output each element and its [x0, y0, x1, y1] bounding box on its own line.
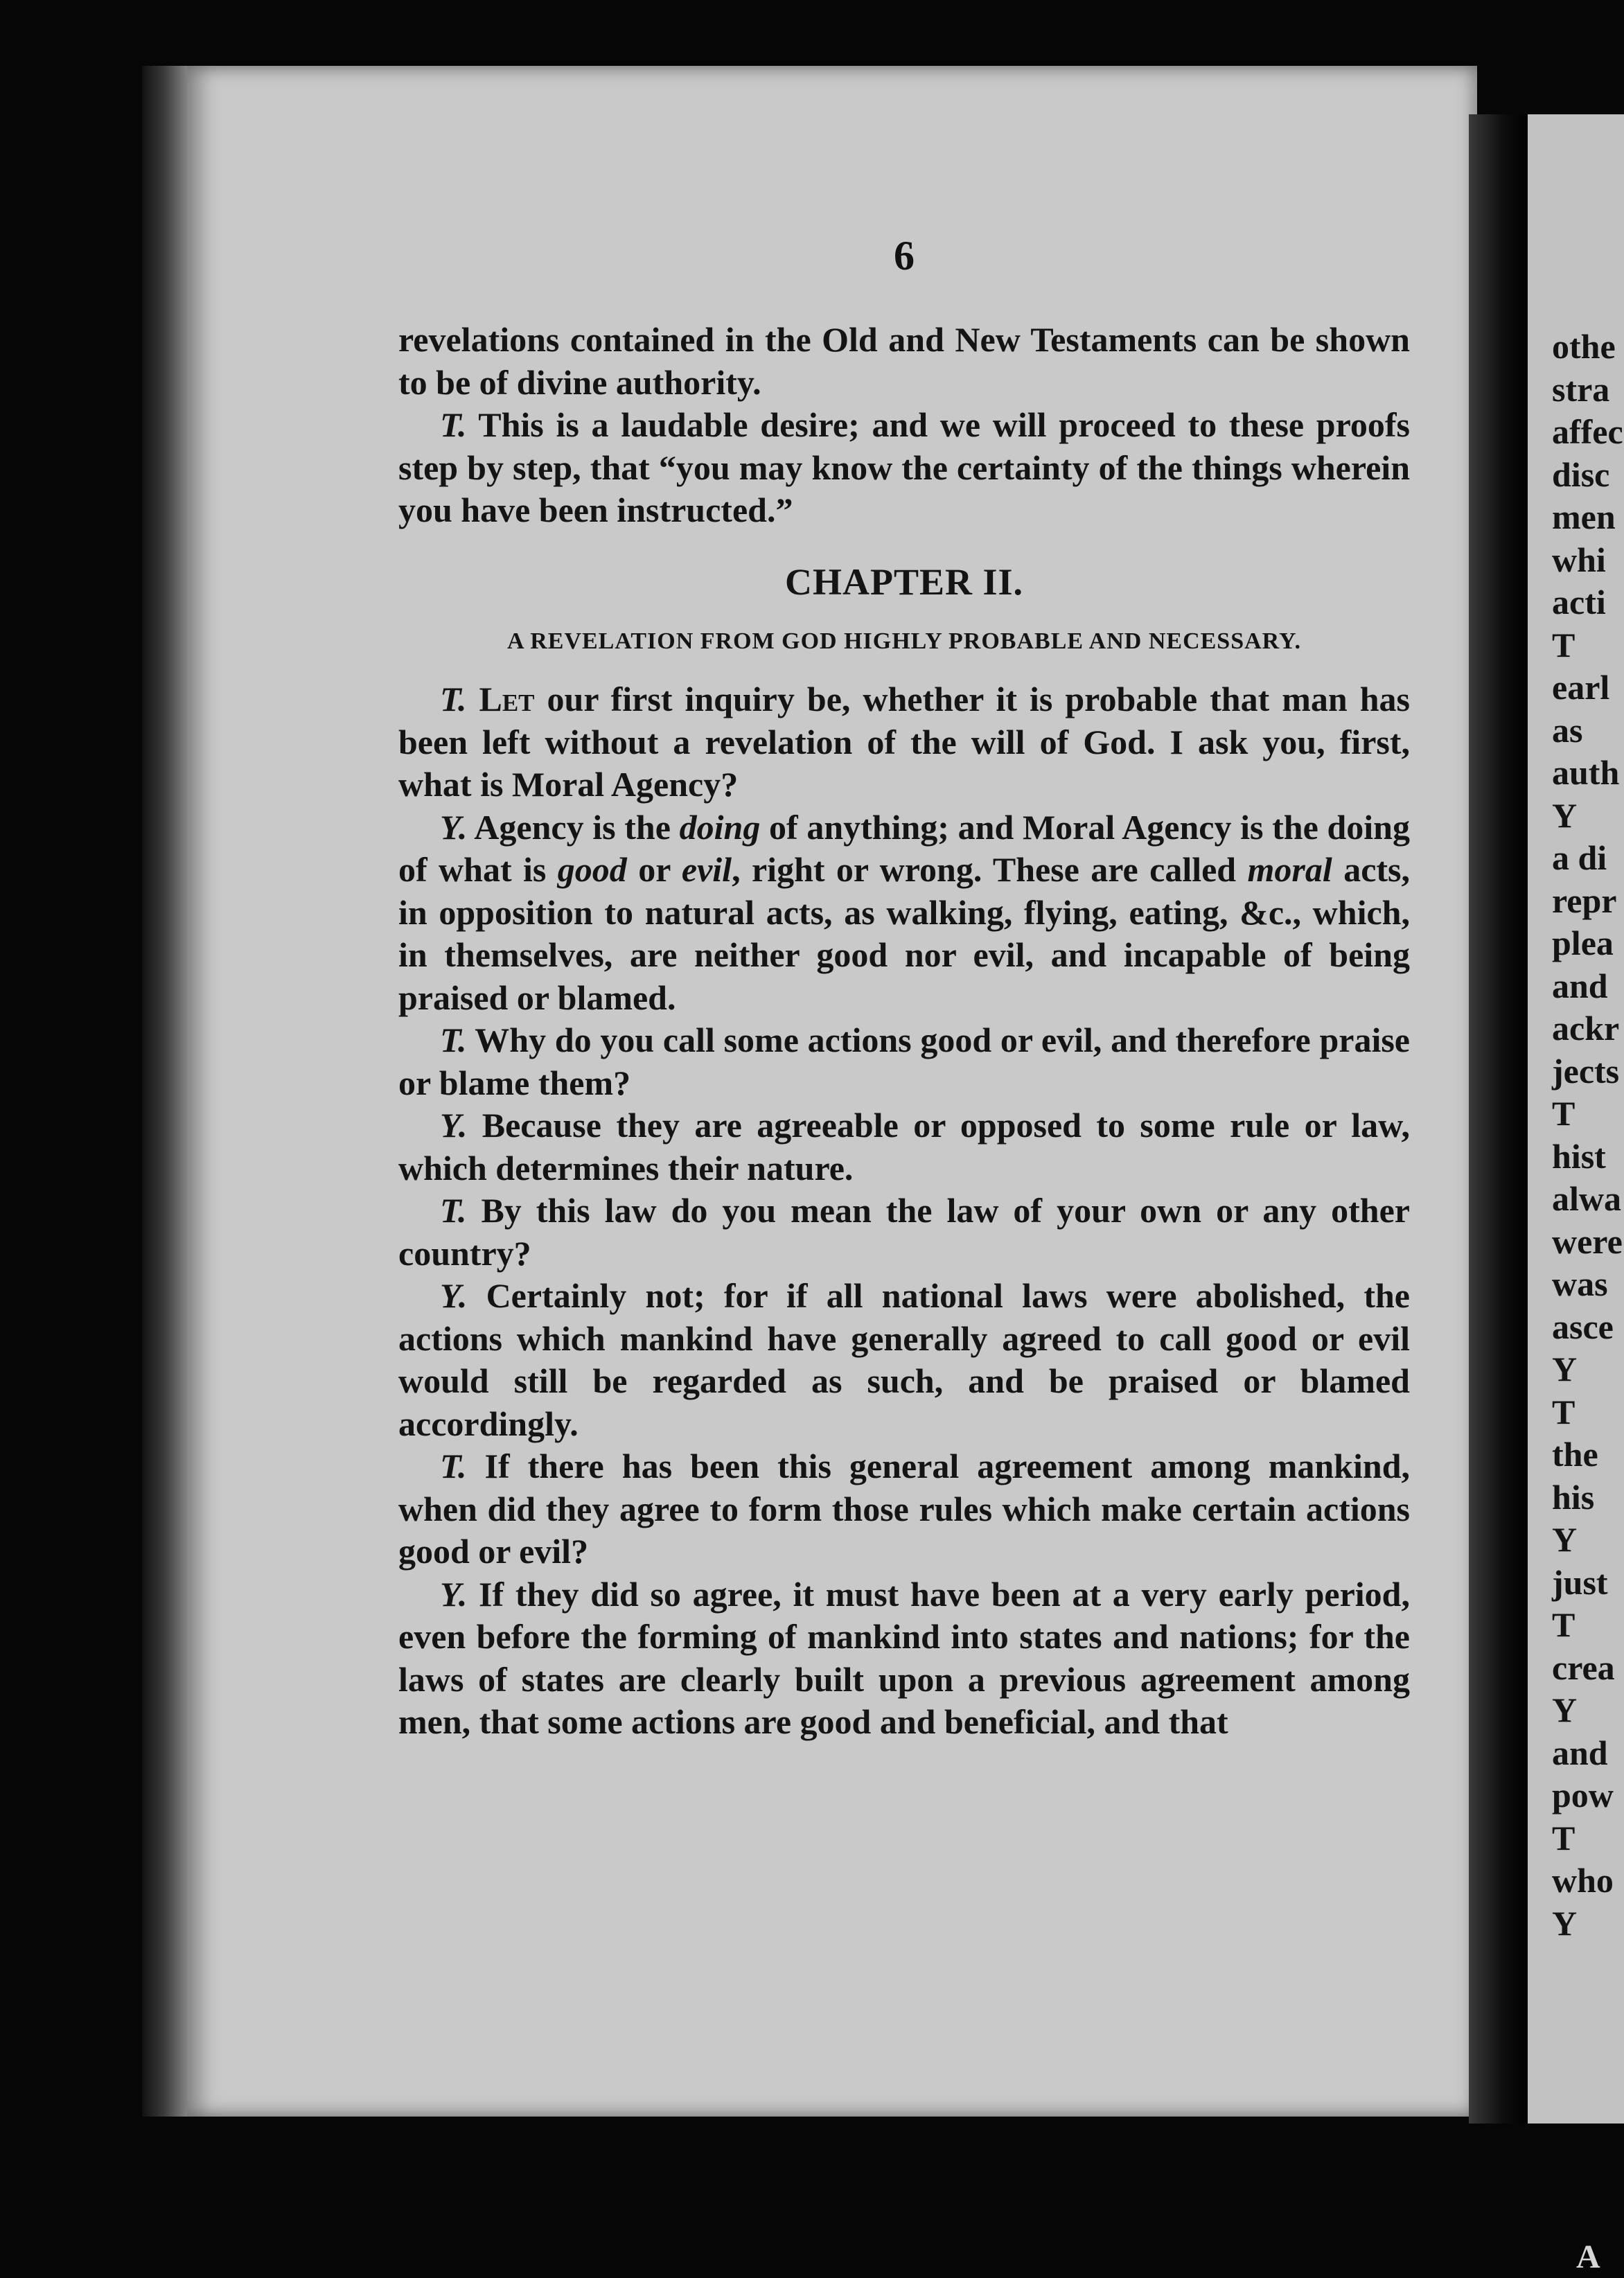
adjacent-line-fragment: stra	[1552, 369, 1610, 409]
speaker-label: T.	[440, 1021, 467, 1059]
dialogue-paragraph	[398, 1445, 1410, 1573]
italic-word: moral	[1247, 850, 1332, 889]
adjacent-line-fragment: his	[1552, 1477, 1595, 1517]
adjacent-line-fragment: men	[1552, 497, 1616, 536]
adjacent-line-fragment: Y	[1552, 1350, 1578, 1388]
adjacent-line-fragment: Y	[1552, 1690, 1578, 1729]
page-gutter	[1469, 114, 1528, 2124]
adjacent-line-fragment: Y	[1552, 1903, 1578, 1943]
adjacent-line-fragment: who	[1552, 1861, 1614, 1900]
italic-word: good	[557, 850, 627, 889]
adjacent-line-fragment: othe	[1552, 327, 1616, 366]
adjacent-line-fragment: and	[1552, 966, 1608, 1005]
adjacent-line-fragment: T	[1552, 625, 1576, 664]
adjacent-line-fragment: earl	[1552, 668, 1610, 707]
adjacent-line-fragment: auth	[1552, 753, 1620, 792]
paragraph-text: Agency is the	[467, 807, 680, 847]
paragraph-text: , right or wrong. These are called	[732, 850, 1248, 889]
adjacent-line-fragment: as	[1552, 710, 1583, 750]
paragraph-text: or	[626, 850, 682, 889]
adjacent-line-fragment: hist	[1552, 1136, 1606, 1176]
speaker-label: T.	[440, 680, 467, 718]
paragraph-text: If there has been this general agreement among mankind, when did they agree to form those rules which make certain actions good or evil?	[398, 1447, 1410, 1571]
adjacent-line-fragment: T	[1552, 1605, 1576, 1644]
adjacent-line-fragment: were	[1552, 1221, 1623, 1261]
corner-mark: A	[1576, 2239, 1600, 2275]
chapter-title: CHAPTER II.	[784, 560, 1024, 603]
paragraph-text: acts, in opposition to natural acts, as walking, flying, eating, &c., which, in themselves, are neither good nor evil, and incapable of being praised or blamed.	[398, 850, 1410, 1017]
paragraph-text: If they did so agree, it must have been at a very early period, even before the forming of mankind into states and nations; for the laws of states are clearly built upon a previous agreement among men, that some actions are good and beneficial, and that	[398, 1574, 1410, 1741]
italic-word: evil	[681, 850, 732, 889]
speaker-label: Y.	[440, 1574, 468, 1614]
adjacent-line-fragment: disc	[1552, 454, 1610, 494]
adjacent-line-fragment: T	[1552, 1392, 1576, 1431]
adjacent-line-fragment: asce	[1552, 1307, 1614, 1346]
adjacent-line-fragment: repr	[1552, 881, 1617, 920]
adjacent-line-fragment: whi	[1552, 540, 1606, 579]
speaker-label: Y.	[440, 1106, 468, 1145]
paragraph-text: Because they are agreeable or opposed to some rule or law, which determines their nature.	[398, 1106, 1410, 1187]
dialogue-paragraph	[398, 1275, 1410, 1445]
dialogue-paragraph	[398, 1019, 1410, 1104]
adjacent-line-fragment: plea	[1552, 924, 1614, 962]
dialogue-paragraph	[398, 678, 1410, 806]
adjacent-line-fragment: pow	[1552, 1776, 1614, 1815]
dialogue-paragraph	[398, 1104, 1410, 1190]
paragraph-text: of anything; and Moral Agency is the doing of what is	[398, 807, 1410, 889]
intro-teacher-paragraph	[398, 404, 1410, 532]
adjacent-line-fragment: Y	[1552, 795, 1578, 835]
chapter-subtitle: A REVELATION FROM GOD HIGHLY PROBABLE AND NECESSARY.	[507, 628, 1301, 654]
lead-word: Let	[479, 680, 535, 718]
adjacent-line-fragment: just	[1552, 1562, 1608, 1602]
speaker-label: T.	[440, 1447, 467, 1485]
adjacent-line-fragment: T	[1552, 1818, 1576, 1857]
paragraph-text: This is a laudable desire; and we will proceed to these proofs step by step, that “you may know the certainty of the things wherein you have been instructed.”	[398, 405, 1410, 529]
speaker-label: T.	[440, 405, 467, 444]
paragraph-text: Why do you call some actions good or evil, and therefore praise or blame them?	[398, 1021, 1410, 1102]
adjacent-line-fragment: ackr	[1552, 1009, 1620, 1048]
page-number: 6	[894, 233, 915, 279]
adjacent-line-fragment: Y	[1552, 1520, 1578, 1559]
adjacent-line-fragment: and	[1552, 1733, 1608, 1772]
dialogue-paragraph	[398, 806, 1410, 1020]
speaker-label: T.	[440, 1191, 467, 1230]
page-text	[398, 319, 1410, 1744]
paragraph-text: By this law do you mean the law of your own or any other country?	[398, 1191, 1410, 1273]
speaker-label: Y.	[440, 1276, 468, 1315]
adjacent-line-fragment: acti	[1552, 583, 1606, 621]
adjacent-line-fragment: jects	[1552, 1051, 1620, 1091]
adjacent-page-text	[1552, 326, 1624, 1945]
adjacent-line-fragment: alwa	[1552, 1179, 1621, 1218]
italic-word: doing	[679, 807, 761, 847]
spine-shadow	[142, 66, 191, 2117]
speaker-label: Y.	[440, 807, 468, 847]
paragraph-text: Certainly not; for if all national laws were abolished, the actions which mankind have generally agreed to call good or evil would still be regarded as such, and be praised or blamed accordingly.	[398, 1276, 1410, 1443]
adjacent-line-fragment: affec	[1552, 412, 1623, 451]
intro-paragraph: revelations contained in the Old and New Testaments can be shown to be of divine authority.	[398, 320, 1410, 402]
adjacent-line-fragment: the	[1552, 1435, 1598, 1474]
dialogue-paragraph	[398, 1190, 1410, 1275]
adjacent-line-fragment: a di	[1552, 838, 1607, 877]
adjacent-line-fragment: was	[1552, 1264, 1608, 1303]
paragraph-text: our first inquiry be, whether it is probable that man has been left without a revelation of the will of God. I ask you, first, what is Moral Agency?	[398, 680, 1411, 804]
adjacent-line-fragment: T	[1552, 1094, 1576, 1133]
dialogue-paragraph	[398, 1573, 1410, 1744]
adjacent-line-fragment: crea	[1552, 1648, 1615, 1687]
